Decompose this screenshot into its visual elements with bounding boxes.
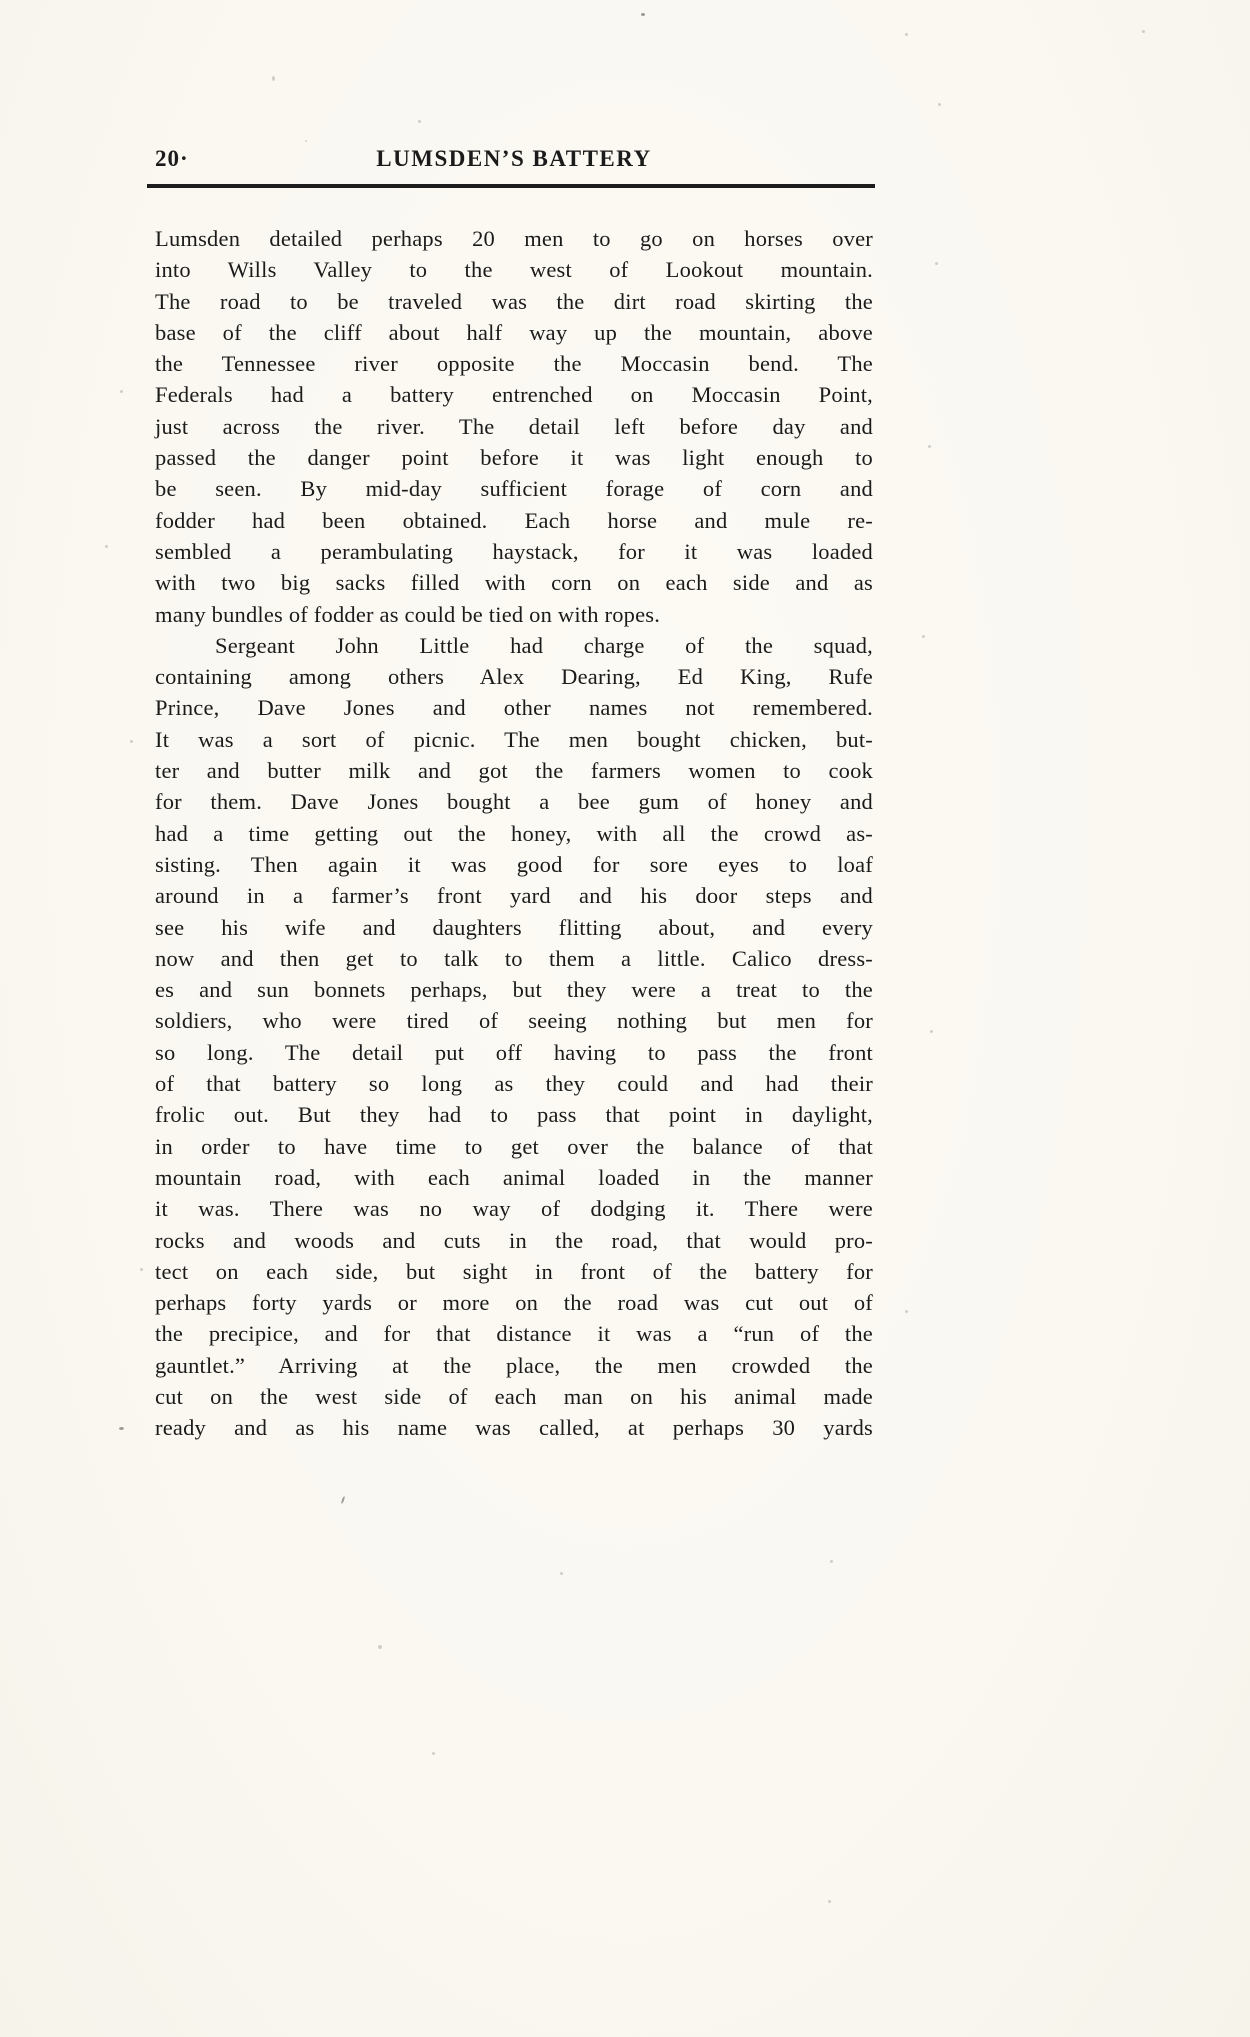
scan-artifact-dot [922,635,925,638]
scan-artifact-dot [938,103,941,106]
scan-artifact-dot [905,1310,908,1313]
text-line: fodder had been obtained. Each horse and mule re- [155,507,873,533]
page-header [155,146,873,176]
scan-artifact-dot [305,140,307,142]
scan-artifact-dot [140,1268,143,1271]
text-block [155,223,873,1444]
running-title: LUMSDEN’S BATTERY [376,146,652,171]
text-line: sisting. Then again it was good for sore eyes to loaf [155,851,873,877]
text-line: with two big sacks filled with corn on each side and as [155,570,873,596]
text-line: The road to be traveled was the dirt road skirting the [155,288,873,314]
scan-artifact-dot [130,740,133,743]
text-line: Lumsden detailed perhaps 20 men to go on horses over [155,226,873,251]
scan-artifact-dot [341,1496,346,1504]
text-line: tect on each side, but sight in front of the battery for [155,1258,873,1284]
text-line: of that battery so long as they could and had their [155,1071,873,1097]
text-line: now and then get to talk to them a little. Calico dress- [155,945,873,971]
text-line: be seen. By mid-day sufficient forage of corn and [155,476,873,502]
text-line: so long. The detail put off having to pass the front [155,1039,873,1065]
text-line: frolic out. But they had to pass that point in daylight, [155,1102,873,1128]
text-line: It was a sort of picnic. The men bought chicken, but- [155,726,873,752]
text-line: cut on the west side of each man on his animal made [155,1383,873,1409]
text-line: sembled a perambulating haystack, for it was loaded [155,538,873,564]
text-line: base of the cliff about half way up the mountain, above [155,319,873,345]
scan-artifact-dot [1142,30,1145,33]
text-line: had a time getting out the honey, with all the crowd as- [155,820,873,846]
scan-artifact-dot [105,545,108,548]
text-line: many bundles of fodder as could be tied on with ropes. [155,601,661,627]
scan-artifact-dot [120,390,123,393]
page-number: 20· [155,146,189,171]
text-line: for them. Dave Jones bought a bee gum of honey and [155,789,873,815]
text-line: rocks and woods and cuts in the road, that would pro- [155,1227,873,1253]
scan-artifact-dot [272,76,275,81]
text-line: into Wills Valley to the west of Lookout mountain. [155,257,873,283]
scan-artifact-dot [828,1900,831,1903]
text-line: Sergeant John Little had charge of the squad, [215,632,873,658]
scan-artifact-dot [905,33,908,36]
text-line: the Tennessee river opposite the Moccasin bend. The [155,351,873,377]
text-line: the precipice, and for that distance it was a “run of the [155,1321,873,1347]
text-line: just across the river. The detail left before day and [155,413,873,439]
scan-artifact-dot [418,120,421,123]
text-line: Federals had a battery entrenched on Moccasin Point, [155,382,873,408]
scan-artifact-dot [935,262,938,265]
text-line: gauntlet.” Arriving at the place, the men crowded the [155,1352,873,1378]
scan-artifact-dot [432,1752,435,1755]
scan-artifact-dot [378,1645,382,1649]
text-line: ter and butter milk and got the farmers women to cook [155,758,873,784]
text-line: perhaps forty yards or more on the road was cut out of [155,1290,873,1316]
text-line: soldiers, who were tired of seeing nothing but men for [155,1008,873,1034]
text-line: passed the danger point before it was light enough to [155,445,873,471]
scan-artifact-dot [930,1030,933,1033]
scan-artifact-dot [928,445,931,448]
text-line: Prince, Dave Jones and other names not remembered. [155,695,873,721]
text-line: in order to have time to get over the balance of that [155,1133,873,1159]
scan-artifact-dot [119,1427,124,1430]
text-line: mountain road, with each animal loaded in the manner [155,1164,873,1190]
scan-artifact-dot [830,1560,833,1563]
text-line: around in a farmer’s front yard and his door steps and [155,883,873,909]
text-line: see his wife and daughters flitting about, and every [155,914,873,940]
text-line: it was. There was no way of dodging it. There were [155,1196,873,1222]
scan-artifact-dot [641,13,645,16]
scan-artifact-dot [560,1572,563,1575]
text-line: es and sun bonnets perhaps, but they were a treat to the [155,977,873,1003]
text-line: ready and as his name was called, at perhaps 30 yards [155,1415,873,1441]
text-line: containing among others Alex Dearing, Ed King, Rufe [155,664,873,690]
header-rule [147,184,875,188]
